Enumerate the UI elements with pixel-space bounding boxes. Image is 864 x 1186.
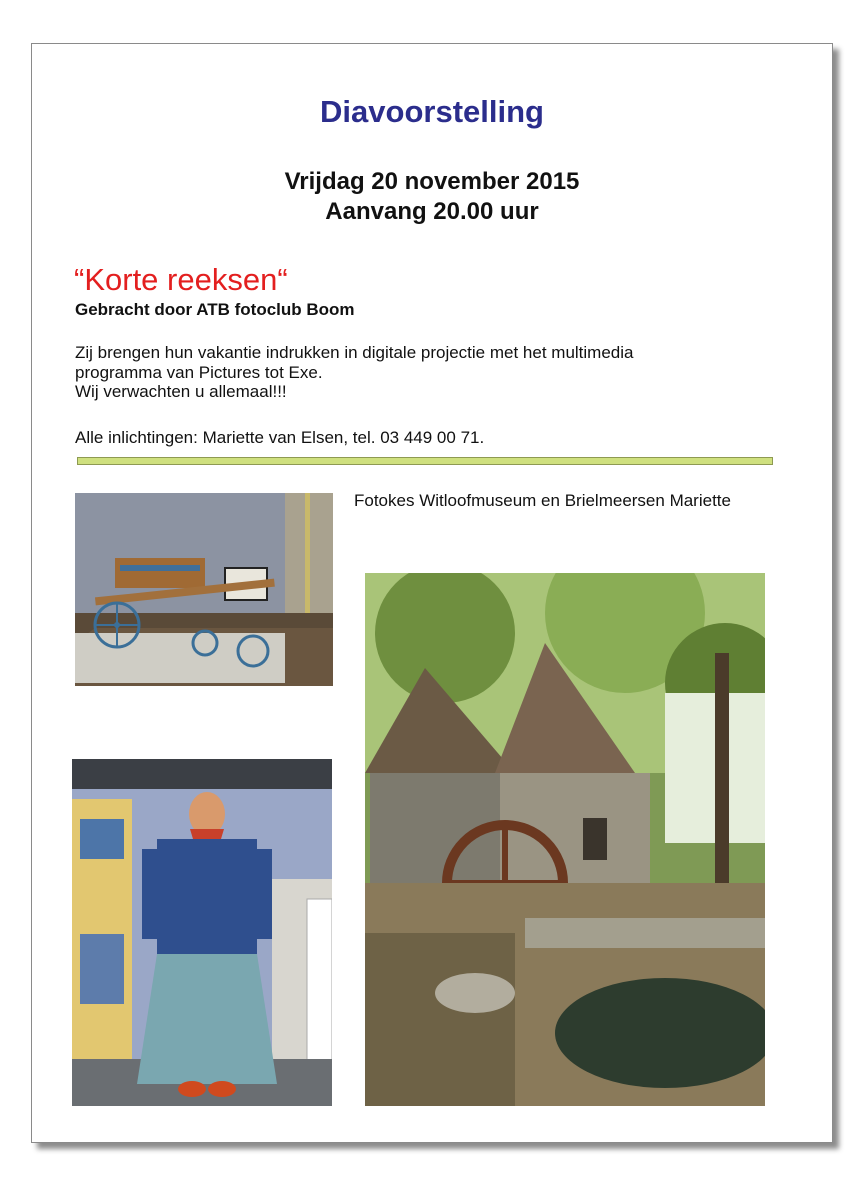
event-date: Vrijdag 20 november 2015 [284, 168, 580, 195]
description-line: Wij verwachten u allemaal!!! [75, 382, 287, 401]
event-title: “Korte reeksen“ [74, 262, 288, 297]
divider-bar [77, 457, 773, 465]
photo-seed-drill [75, 493, 333, 686]
event-description [75, 343, 633, 402]
photo-giant-figure [72, 759, 332, 1106]
photo-caption: Fotokes Witloofmuseum en Brielmeersen Mariette [354, 491, 731, 510]
flyer-page [31, 43, 833, 1143]
description-line: Zij brengen hun vakantie indrukken in digitale projectie met het multimedia [75, 343, 634, 362]
contact-info: Alle inlichtingen: Mariette van Elsen, tel. 03 449 00 71. [75, 428, 485, 447]
page-title: Diavoorstelling [320, 94, 544, 129]
photo-watermill [365, 573, 765, 1106]
presented-by: Gebracht door ATB fotoclub Boom [75, 300, 355, 319]
event-start-time: Aanvang 20.00 uur [325, 198, 539, 225]
description-line: programma van Pictures tot Exe. [75, 362, 323, 382]
